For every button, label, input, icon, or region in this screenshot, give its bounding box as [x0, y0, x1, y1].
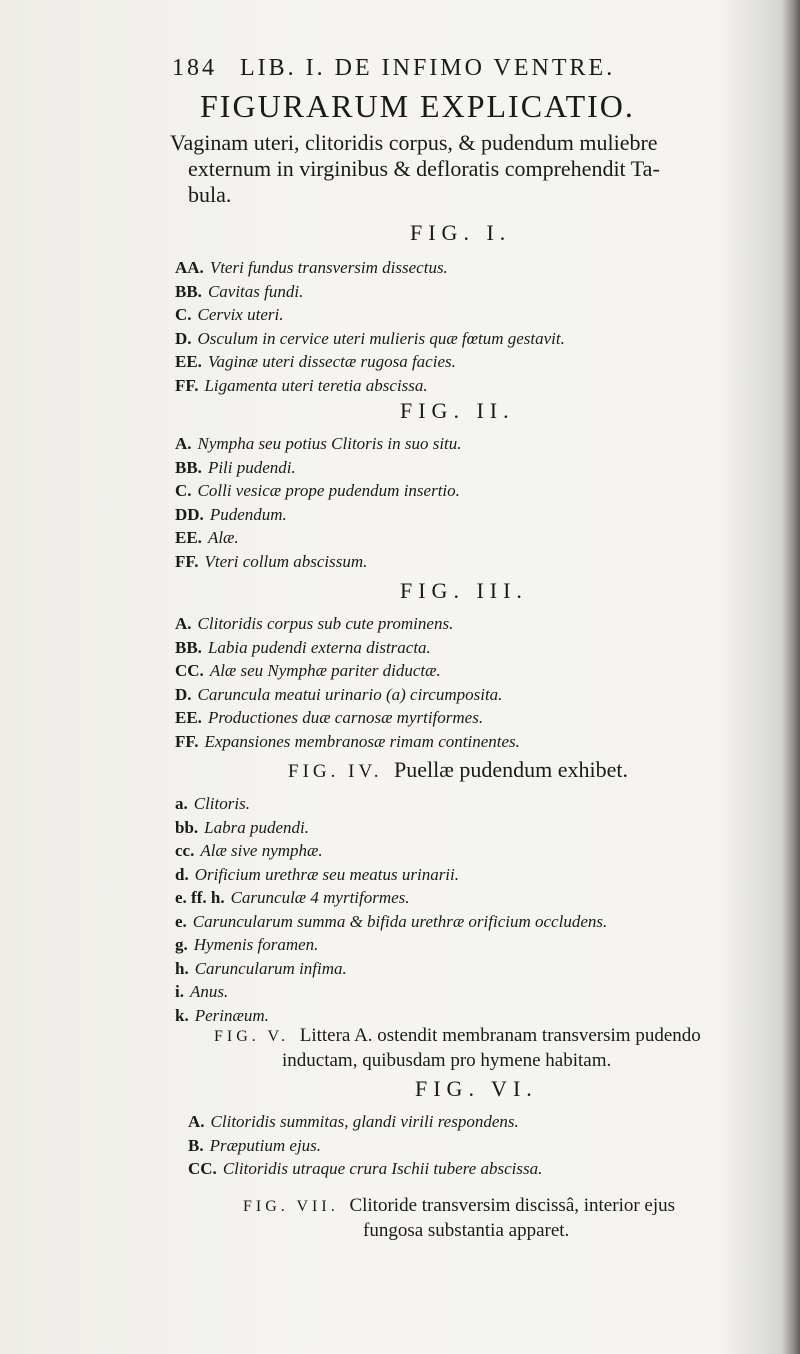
legend-text: Clitoris.	[193, 794, 250, 813]
legend-text: Labra pudendi.	[204, 817, 310, 837]
legend-item	[175, 730, 755, 754]
legend-item	[175, 683, 755, 707]
legend-text: Vteri fundus transversim dissectus.	[209, 258, 448, 277]
legend-text: Cervix uteri.	[197, 305, 284, 324]
legend-label: EE.	[175, 528, 202, 547]
legend-label: FF.	[175, 375, 199, 395]
legend-label: C.	[175, 305, 192, 324]
fig6-legend	[188, 1110, 768, 1181]
legend-label: C.	[175, 481, 192, 500]
fig4-heading: FIG. IV.	[288, 761, 383, 782]
fig2-heading: FIG. II.	[400, 398, 515, 423]
legend-label: FF.	[175, 731, 199, 751]
legend-item	[175, 886, 755, 910]
legend-item	[175, 550, 755, 574]
legend-item	[175, 957, 755, 981]
legend-text: Alæ.	[207, 528, 239, 547]
legend-text: Anus.	[189, 982, 229, 1001]
legend-label: EE.	[175, 708, 202, 727]
legend-item	[175, 636, 755, 660]
legend-text: Clitoridis summitas, glandi virili respondens.	[210, 1112, 519, 1131]
page-gutter-shadow	[782, 0, 800, 1354]
fig4-legend	[175, 792, 755, 1027]
legend-item	[175, 479, 755, 503]
legend-text: Pili pudendi.	[207, 457, 296, 477]
legend-text: Osculum in cervice uteri mulieris quæ fœtum gestavit.	[197, 328, 565, 348]
running-header	[172, 55, 692, 85]
legend-text: Cavitas fundi.	[207, 281, 304, 301]
fig7-text: Clitoride transversim discissâ, interior ejus	[349, 1195, 676, 1216]
fig6-heading: FIG. VI.	[415, 1076, 538, 1101]
legend-label: A.	[175, 614, 192, 633]
legend-text: Pudendum.	[209, 504, 287, 524]
legend-label: A.	[188, 1112, 205, 1131]
legend-item	[188, 1134, 768, 1158]
legend-label: g.	[175, 935, 188, 954]
legend-text: Carunculæ 4 myrtiformes.	[230, 888, 410, 907]
legend-item	[175, 256, 755, 280]
legend-label: FF.	[175, 551, 199, 571]
fig7-line: fungosa substantia apparet.	[363, 1220, 570, 1241]
legend-item	[175, 350, 755, 374]
page-number: 184	[172, 55, 217, 81]
legend-text: Vaginæ uteri dissectæ rugosa facies.	[207, 352, 456, 371]
legend-item	[175, 980, 755, 1004]
legend-text: Productiones duæ carnosæ myrtiformes.	[207, 708, 484, 727]
legend-label: e.	[175, 911, 187, 931]
fig5-block	[214, 1024, 701, 1073]
legend-label: CC.	[175, 661, 204, 680]
legend-label: cc.	[175, 841, 195, 860]
fig2-legend	[175, 432, 755, 573]
legend-label: CC.	[188, 1159, 217, 1178]
legend-label: k.	[175, 1005, 189, 1025]
legend-label: DD.	[175, 504, 204, 524]
legend-label: h.	[175, 958, 189, 978]
legend-text: Caruncula meatui urinario (a) circumposita.	[197, 684, 503, 704]
legend-item	[175, 612, 755, 636]
legend-item	[175, 374, 755, 398]
fig7-heading: FIG. VII.	[243, 1198, 339, 1215]
page-title: FIGURARUM EXPLICATIO.	[200, 88, 635, 124]
legend-text: Clitoridis corpus sub cute prominens.	[197, 614, 454, 633]
fig5-heading: FIG. V.	[214, 1028, 289, 1045]
legend-text: Caruncularum summa & bifida urethræ orificium occludens.	[192, 911, 608, 931]
legend-item	[175, 432, 755, 456]
legend-item	[188, 1157, 768, 1181]
legend-text: Ligamenta uteri teretia abscissa.	[204, 375, 428, 395]
legend-label: d.	[175, 864, 189, 884]
legend-label: BB.	[175, 457, 202, 477]
fig3-legend	[175, 612, 755, 753]
fig5-line: inductam, quibusdam pro hymene habitam.	[282, 1050, 612, 1071]
legend-item	[175, 816, 755, 840]
legend-label: B.	[188, 1135, 204, 1155]
fig5-line	[214, 1024, 701, 1049]
legend-label: A.	[175, 434, 192, 453]
intro-line: externum in virginibus & defloratis comprehendit Ta-	[188, 156, 660, 181]
running-title: LIB. I. DE INFIMO VENTRE.	[240, 55, 616, 81]
intro-paragraph	[170, 130, 770, 208]
legend-label: bb.	[175, 817, 199, 837]
legend-item	[175, 327, 755, 351]
legend-item	[175, 933, 755, 957]
legend-item	[175, 910, 755, 934]
legend-label: BB.	[175, 637, 202, 657]
fig4-heading-line	[288, 758, 628, 784]
legend-item	[175, 863, 755, 887]
legend-label: AA.	[175, 258, 204, 277]
legend-item	[175, 503, 755, 527]
fig1-heading: FIG. I.	[410, 220, 512, 245]
fig3-heading: FIG. III.	[400, 578, 528, 603]
legend-text: Perinæum.	[194, 1005, 269, 1025]
legend-label: D.	[175, 328, 192, 348]
legend-item	[175, 456, 755, 480]
legend-text: Alæ seu Nymphæ pariter diductæ.	[209, 661, 441, 680]
legend-text: Nympha seu potius Clitoris in suo situ.	[197, 434, 462, 453]
legend-label: i.	[175, 982, 184, 1001]
legend-item	[175, 280, 755, 304]
legend-item	[175, 303, 755, 327]
legend-label: BB.	[175, 281, 202, 301]
fig1-legend	[175, 256, 755, 397]
fig5-text: Littera A. ostendit membranam transversim pudendo	[299, 1025, 701, 1046]
legend-item	[175, 706, 755, 730]
legend-item	[175, 659, 755, 683]
legend-item	[175, 792, 755, 816]
legend-text: Vteri collum abscissum.	[204, 551, 368, 571]
legend-item	[175, 526, 755, 550]
legend-text: Clitoridis utraque crura Ischii tubere abscissa.	[222, 1159, 543, 1178]
legend-item	[188, 1110, 768, 1134]
fig4-caption: Puellæ pudendum exhibet.	[393, 757, 628, 782]
intro-line: Vaginam uteri, clitoridis corpus, & pudendum muliebre	[170, 130, 658, 155]
legend-label: e. ff. h.	[175, 888, 225, 907]
legend-text: Hymenis foramen.	[193, 935, 319, 954]
fig7-line	[243, 1194, 675, 1219]
legend-label: a.	[175, 794, 188, 813]
fig7-block	[243, 1194, 675, 1243]
legend-item	[175, 839, 755, 863]
legend-text: Colli vesicæ prope pudendum insertio.	[197, 481, 460, 500]
intro-line: bula.	[188, 182, 232, 207]
legend-label: D.	[175, 684, 192, 704]
legend-text: Alæ sive nymphæ.	[200, 841, 323, 860]
legend-text: Labia pudendi externa distracta.	[207, 637, 431, 657]
legend-text: Expansiones membranosæ rimam continentes.	[204, 731, 520, 751]
legend-text: Caruncularum infima.	[194, 958, 347, 978]
legend-label: EE.	[175, 352, 202, 371]
legend-text: Præputium ejus.	[209, 1135, 322, 1155]
legend-text: Orificium urethræ seu meatus urinarii.	[194, 864, 460, 884]
